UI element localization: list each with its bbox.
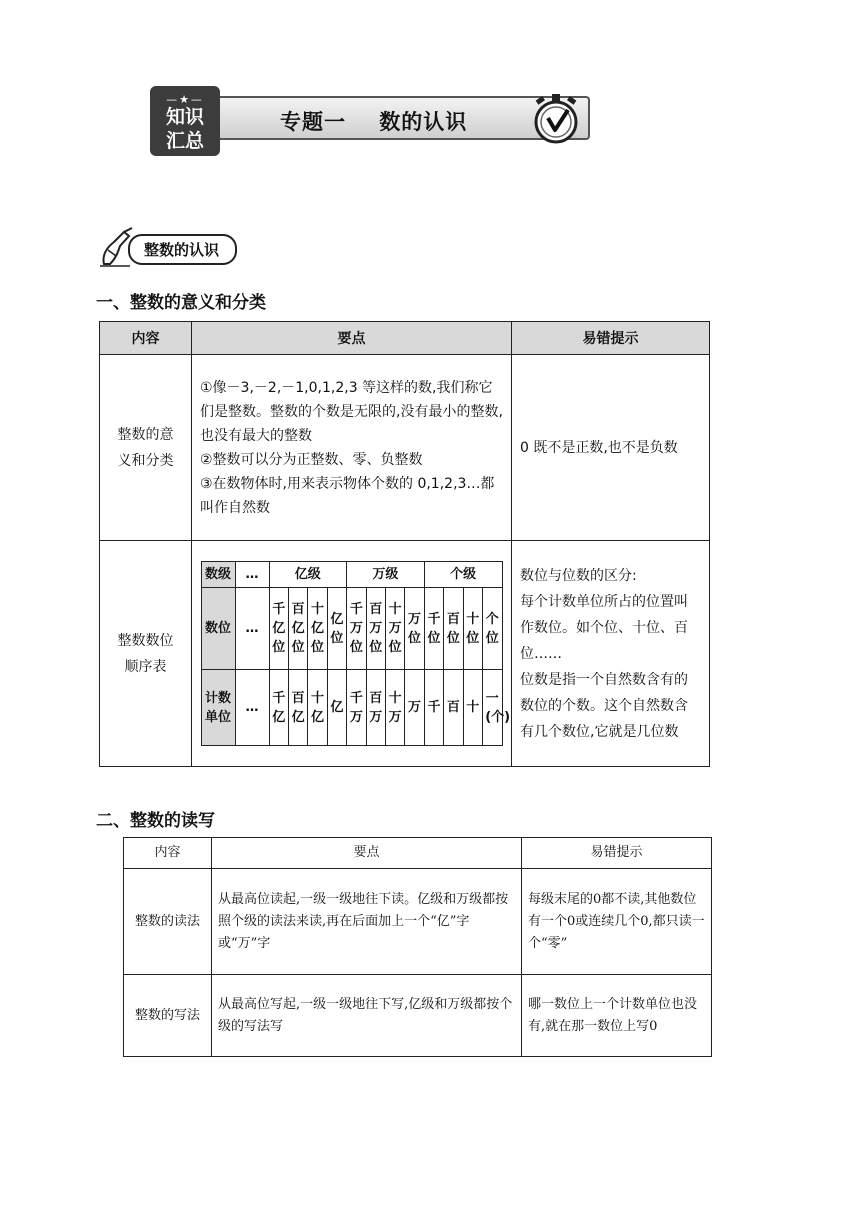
integer-read-write-table <box>123 837 712 1057</box>
place-value-table <box>201 561 511 746</box>
place-cell <box>308 588 327 670</box>
unit-cell <box>405 670 424 746</box>
section-tag-label: 整数的认识 <box>128 234 237 265</box>
place-cell <box>463 588 482 670</box>
unit-label: 千万 <box>349 690 363 725</box>
writing-point: 从最高位写起,一级一级地往下写,亿级和万级都按个级的写法写 <box>212 975 522 1057</box>
unit-label: 亿 <box>330 700 344 715</box>
ellipsis: … <box>235 588 269 670</box>
unit-label: 百亿 <box>291 690 305 725</box>
place-cell <box>269 588 288 670</box>
unit-cell <box>269 670 288 746</box>
place-order-tip <box>512 541 710 767</box>
point-3: ③在数物体时,用来表示物体个数的 0,1,2,3…都叫作自然数 <box>200 475 495 516</box>
unit-cell <box>444 670 463 746</box>
header-tips: 易错提示 <box>512 322 710 355</box>
unit-cell <box>463 670 482 746</box>
place-cell <box>424 588 443 670</box>
unit-cell <box>424 670 443 746</box>
ellipsis: … <box>235 670 269 746</box>
header-banner <box>150 82 592 160</box>
level-ge: 个级 <box>424 562 502 588</box>
point-1: ①像－3,－2,－1,0,1,2,3 等这样的数,我们称它们是整数。整数的个数是无限的,没有最小的整数,也没有最大的整数 <box>200 379 503 444</box>
unit-label: 百万 <box>369 690 383 725</box>
unit-label: 百 <box>446 700 460 715</box>
tip-line-2: 每个计数单位所占的位置叫作数位。如个位、十位、百位…… <box>520 593 688 662</box>
place-cell <box>385 588 404 670</box>
header-tips: 易错提示 <box>522 838 712 869</box>
place-label: 千亿位 <box>272 602 286 655</box>
unit-label: 十万 <box>388 690 402 725</box>
unit-cell <box>366 670 385 746</box>
row-label-writing: 整数的写法 <box>124 975 212 1057</box>
place-label: 百亿位 <box>291 602 305 655</box>
unit-label: 十亿 <box>311 690 325 725</box>
unit-cell <box>327 670 346 746</box>
heading-integer-meaning: 一、整数的意义和分类 <box>96 293 266 313</box>
header-points: 要点 <box>192 322 512 355</box>
place-label: 万位 <box>408 611 422 646</box>
row-label-unit <box>201 670 235 746</box>
tip-line-1: 数位与位数的区分: <box>520 567 637 584</box>
place-cell <box>366 588 385 670</box>
knowledge-summary-badge <box>150 86 220 156</box>
unit-cell <box>308 670 327 746</box>
unit-cell <box>288 670 307 746</box>
meaning-points <box>192 355 512 541</box>
place-cell <box>405 588 424 670</box>
row-label-unit-text: 计数单位 <box>205 690 232 725</box>
place-label: 十万位 <box>388 602 402 655</box>
place-label: 十位 <box>466 611 480 646</box>
place-cell <box>444 588 463 670</box>
tip-line-3: 位数是指一个自然数含有的数位的个数。这个自然数含有几个数位,它就是几位数 <box>520 671 688 740</box>
place-cell <box>482 588 502 670</box>
meaning-tip: 0 既不是正数,也不是负数 <box>512 355 710 541</box>
place-label: 个位 <box>485 611 499 646</box>
unit-cell <box>482 670 511 746</box>
unit-label: 千亿 <box>272 690 286 725</box>
unit-cell <box>347 670 366 746</box>
writing-tip: 哪一数位上一个计数单位也没有,就在那一数位上写0 <box>522 975 712 1057</box>
place-label: 千万位 <box>349 602 363 655</box>
unit-label: 十 <box>466 700 480 715</box>
unit-label: 一(个) <box>485 690 511 725</box>
header-content: 内容 <box>124 838 212 869</box>
row-label-place-order <box>100 541 192 767</box>
place-label: 千位 <box>427 611 441 646</box>
row-label-meaning-text: 整数的意义和分类 <box>117 426 174 469</box>
unit-label: 万 <box>408 700 422 715</box>
section-tag <box>96 226 256 270</box>
row-label-reading: 整数的读法 <box>124 869 212 975</box>
header-content: 内容 <box>100 322 192 355</box>
stopwatch-icon <box>526 88 586 148</box>
reading-point: 从最高位读起,一级一级地往下读。亿级和万级都按照个级的读法来读,再在后面加上一个“亿”字或“万”字 <box>212 869 522 975</box>
level-wan: 万级 <box>347 562 425 588</box>
place-value-cell <box>192 541 512 767</box>
place-cell <box>347 588 366 670</box>
reading-tip: 每级末尾的0都不读,其他数位有一个0或连续几个0,都只读一个“零” <box>522 869 712 975</box>
point-2: ②整数可以分为正整数、零、负整数 <box>200 451 423 468</box>
row-label-place: 数位 <box>201 588 235 670</box>
row-label-place-order-text: 整数数位顺序表 <box>117 632 174 675</box>
badge-line-1: 知识 <box>165 106 204 128</box>
place-label: 亿位 <box>330 611 344 646</box>
unit-cell <box>385 670 404 746</box>
place-label: 百位 <box>446 611 460 646</box>
header-points: 要点 <box>212 838 522 869</box>
star-icon: —★— <box>166 93 204 106</box>
place-cell <box>327 588 346 670</box>
page-title: 专题一 数的认识 <box>280 110 468 134</box>
row-label-meaning <box>100 355 192 541</box>
place-cell <box>288 588 307 670</box>
place-label: 百万位 <box>369 602 383 655</box>
heading-integer-read-write: 二、整数的读写 <box>96 811 215 831</box>
integer-meaning-table <box>99 321 710 767</box>
level-yi: 亿级 <box>269 562 347 588</box>
badge-line-2: 汇总 <box>165 130 204 152</box>
row-label-level: 数级 <box>201 562 235 588</box>
unit-label: 千 <box>427 700 441 715</box>
place-label: 十亿位 <box>311 602 325 655</box>
ellipsis: … <box>235 562 269 588</box>
